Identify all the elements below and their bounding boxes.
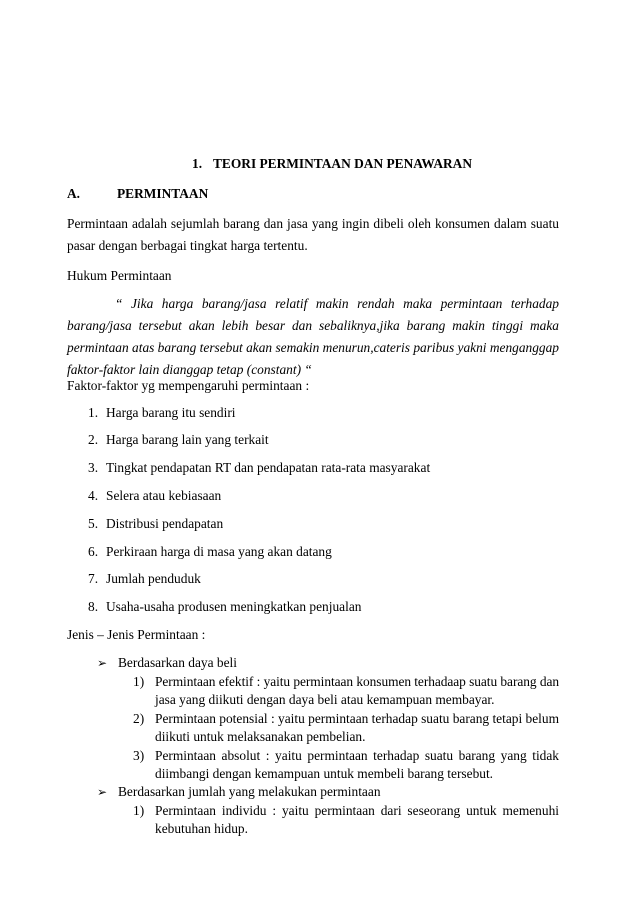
list-item-number: 3.: [88, 460, 99, 475]
section-heading: PERMINTAAN: [117, 186, 209, 201]
list-item-number: 6.: [88, 544, 99, 559]
list-item: Harga barang itu sendiri: [106, 405, 236, 420]
law-line-1: “ Jika harga barang/jasa relatif makin rendah maka permintaan terhadap: [115, 296, 559, 311]
definition-line-1: Permintaan adalah sejumlah barang dan jasa yang ingin dibeli oleh konsumen dalam suatu: [67, 216, 559, 231]
sub-item-line: kebutuhan hidup.: [155, 821, 248, 836]
list-item: Usaha-usaha produsen meningkatkan penjualan: [106, 599, 362, 614]
sub-item-line: Permintaan potensial : yaitu permintaan terhadap suatu barang tetapi belum: [155, 711, 559, 726]
group-heading: Berdasarkan jumlah yang melakukan permintaan: [118, 784, 381, 799]
sub-item-number: 2): [133, 711, 145, 726]
sub-item-line: diimbangi dengan kemampuan untuk membeli barang tersebut.: [155, 766, 494, 781]
list-item-number: 1.: [88, 405, 99, 420]
list-item-number: 7.: [88, 571, 99, 586]
sub-item-line: jasa yang diikuti dengan daya beli atau kemampuan membayar.: [155, 692, 495, 707]
list-item-number: 5.: [88, 516, 99, 531]
types-heading: Jenis – Jenis Permintaan :: [67, 627, 206, 642]
factors-heading-visible: Faktor-faktor yg mempengaruhi permintaan :: [67, 378, 310, 393]
sub-item-line: diikuti untuk melaksanakan pembelian.: [155, 729, 366, 744]
law-line-3: permintaan atas barang tersebut akan semakin menurun,cateris paribus yakni menganggap: [67, 340, 559, 355]
sub-item-line: Permintaan absolut : yaitu permintaan terhadap suatu barang yang tidak: [155, 748, 559, 763]
list-item-number: 8.: [88, 599, 99, 614]
law-line-2: barang/jasa tersebut akan lebih besar dan sebaliknya,jika barang makin tinggi maka: [67, 318, 559, 333]
page-title: TEORI PERMINTAAN DAN PENAWARAN: [213, 156, 473, 171]
list-item: Jumlah penduduk: [106, 571, 201, 586]
title-number: 1.: [192, 156, 203, 171]
definition-line-2: pasar dengan berbagai tingkat harga tertentu.: [67, 238, 308, 253]
list-item: Perkiraan harga di masa yang akan datang: [106, 544, 332, 559]
arrow-bullet-icon: ➢: [97, 656, 108, 670]
list-item: Distribusi pendapatan: [106, 516, 224, 531]
sub-item-line: Permintaan efektif : yaitu permintaan konsumen terhadaap suatu barang dan: [155, 674, 559, 689]
list-item-number: 2.: [88, 432, 99, 447]
sub-item-number: 1): [133, 674, 145, 689]
list-item: Tingkat pendapatan RT dan pendapatan rata-rata masyarakat: [106, 460, 431, 475]
group-heading: Berdasarkan daya beli: [118, 655, 237, 670]
section-letter: A.: [67, 186, 81, 201]
list-item: Harga barang lain yang terkait: [106, 432, 269, 447]
sub-item-number: 1): [133, 803, 145, 818]
sub-item-line: Permintaan individu : yaitu permintaan dari seseorang untuk memenuhi: [155, 803, 559, 818]
list-item: Selera atau kebiasaan: [106, 488, 222, 503]
law-line-4: faktor-faktor lain dianggap tetap (constant) “: [67, 362, 312, 377]
list-item-number: 4.: [88, 488, 99, 503]
arrow-bullet-icon: ➢: [97, 785, 108, 799]
law-heading: Hukum Permintaan: [67, 268, 172, 283]
sub-item-number: 3): [133, 748, 145, 763]
